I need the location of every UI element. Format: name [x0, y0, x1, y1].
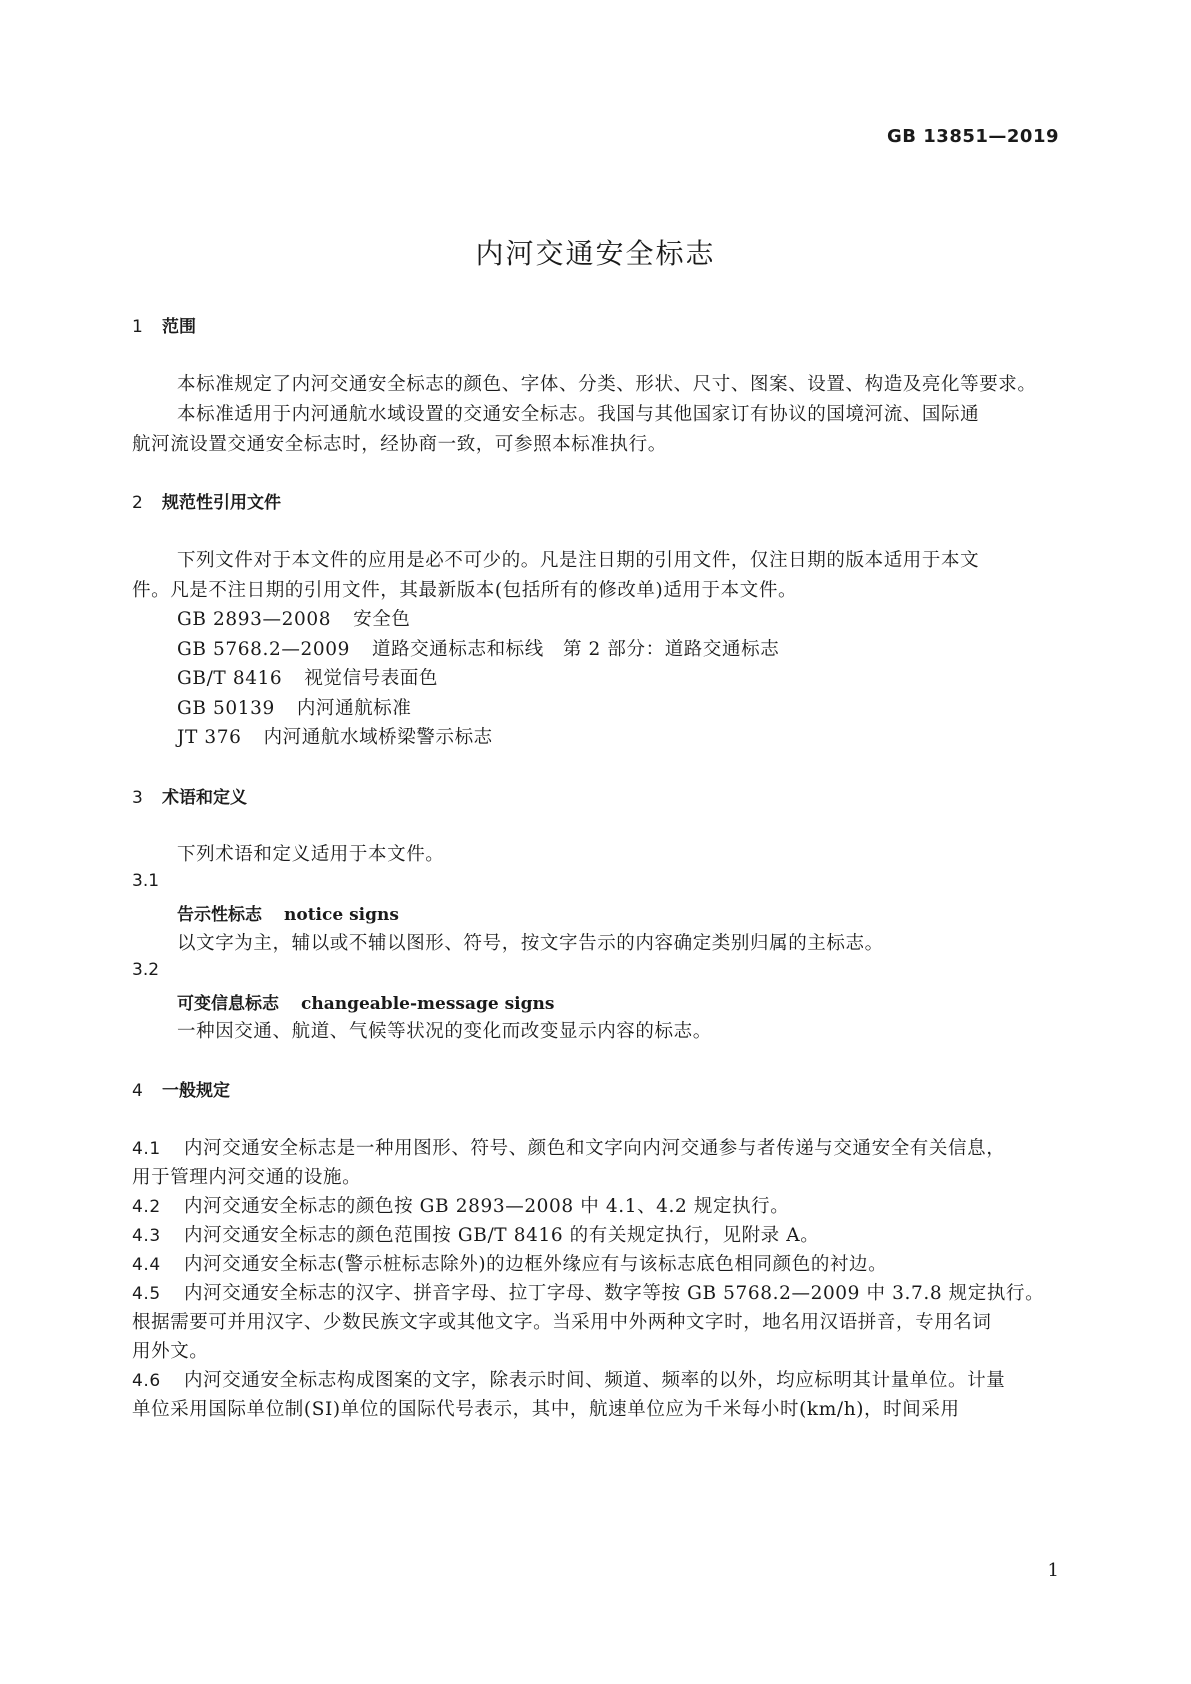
- term-definition: 以文字为主，辅以或不辅以图形、符号，按文字告示的内容确定类别归属的主标志。: [177, 933, 884, 954]
- paragraph-continuation: 航河流设置交通安全标志时，经协商一致，可参照本标准执行。: [132, 434, 667, 455]
- clause-text: 内河交通安全标志的汉字、拼音字母、拉丁字母、数字等按 GB 5768.2—2009 中 3.7.8 规定执行。: [184, 1283, 1045, 1304]
- term-entry: [177, 900, 399, 925]
- page-number: 1: [1047, 1560, 1059, 1581]
- section-number: 4: [132, 1081, 143, 1101]
- reference-title: 内河通航水域桥梁警示标志: [263, 727, 493, 748]
- clause: [132, 1221, 819, 1247]
- section-title: 术语和定义: [162, 788, 247, 808]
- clause-number: 4.2: [132, 1197, 161, 1217]
- section-number: 2: [132, 493, 143, 513]
- reference-title: 内河通航标准: [296, 698, 412, 719]
- term-zh: 可变信息标志: [177, 994, 279, 1014]
- clause-continuation: 单位采用国际单位制(SI)单位的国际代号表示，其中，航速单位应为千米每小时(km/h)，时间采用: [132, 1399, 960, 1420]
- standard-code: GB 13851—2019: [887, 126, 1059, 147]
- reference-title: 道路交通标志和标线 第 2 部分：道路交通标志: [371, 639, 780, 660]
- reference-title: 安全色: [353, 609, 411, 630]
- paragraph: 下列术语和定义适用于本文件。: [177, 844, 445, 865]
- section-number: 3: [132, 788, 143, 808]
- clause: [132, 1366, 1005, 1392]
- reference-code: JT 376: [177, 727, 242, 748]
- section-title: 范围: [162, 317, 196, 337]
- reference-code: GB 2893—2008: [177, 609, 332, 630]
- term-number: 3.1: [132, 871, 160, 891]
- clause: [132, 1250, 887, 1276]
- clause-number: 4.3: [132, 1226, 161, 1246]
- reference-code: GB 50139: [177, 698, 275, 719]
- clause-continuation: 根据需要可并用汉字、少数民族文字或其他文字。当采用中外两种文字时，地名用汉语拼音，专用名词: [132, 1312, 992, 1333]
- term-entry: [177, 989, 554, 1014]
- section-3-heading: [132, 783, 247, 808]
- reference-item: [177, 605, 410, 631]
- clause: [132, 1192, 789, 1218]
- section-4-heading: [132, 1076, 230, 1101]
- section-2-heading: [132, 488, 281, 513]
- section-1-heading: [132, 312, 196, 337]
- clause-number: 4.4: [132, 1255, 161, 1275]
- document-title: 内河交通安全标志: [475, 237, 716, 270]
- paragraph-continuation: 件。凡是不注日期的引用文件，其最新版本(包括所有的修改单)适用于本文件。: [132, 580, 798, 601]
- clause-text: 内河交通安全标志(警示桩标志除外)的边框外缘应有与该标志底色相同颜色的衬边。: [184, 1254, 888, 1275]
- clause-number: 4.5: [132, 1284, 161, 1304]
- paragraph: 本标准规定了内河交通安全标志的颜色、字体、分类、形状、尺寸、图案、设置、构造及亮化等要求。: [177, 374, 1037, 395]
- clause-text: 内河交通安全标志构成图案的文字，除表示时间、频道、频率的以外，均应标明其计量单位。计量: [184, 1370, 1006, 1391]
- clause-text: 内河交通安全标志的颜色范围按 GB/T 8416 的有关规定执行，见附录 A。: [184, 1225, 820, 1246]
- reference-code: GB 5768.2—2009: [177, 639, 350, 660]
- reference-item: [177, 664, 438, 690]
- paragraph: 下列文件对于本文件的应用是必不可少的。凡是注日期的引用文件，仅注日期的版本适用于本文: [177, 550, 980, 571]
- term-zh: 告示性标志: [177, 905, 262, 925]
- section-number: 1: [132, 317, 143, 337]
- term-en: notice signs: [284, 905, 399, 925]
- clause: [132, 1279, 1044, 1305]
- term-definition: 一种因交通、航道、气候等状况的变化而改变显示内容的标志。: [177, 1021, 712, 1042]
- clause-number: 4.6: [132, 1371, 161, 1391]
- section-title: 规范性引用文件: [162, 493, 281, 513]
- term-en: changeable-message signs: [301, 994, 555, 1014]
- reference-title: 视觉信号表面色: [304, 668, 439, 689]
- clause: [132, 1134, 1005, 1160]
- reference-item: [177, 694, 412, 720]
- section-title: 一般规定: [162, 1081, 230, 1101]
- clause-continuation: 用外文。: [132, 1341, 209, 1362]
- reference-item: [177, 723, 493, 749]
- clause-number: 4.1: [132, 1139, 161, 1159]
- clause-text: 内河交通安全标志是一种用图形、符号、颜色和文字向内河交通参与者传递与交通安全有关信息，: [184, 1138, 1006, 1159]
- clause-continuation: 用于管理内河交通的设施。: [132, 1167, 362, 1188]
- reference-code: GB/T 8416: [177, 668, 283, 689]
- clause-text: 内河交通安全标志的颜色按 GB 2893—2008 中 4.1、4.2 规定执行。: [184, 1196, 790, 1217]
- term-number: 3.2: [132, 960, 160, 980]
- paragraph: 本标准适用于内河通航水域设置的交通安全标志。我国与其他国家订有协议的国境河流、国际通: [177, 404, 980, 425]
- reference-item: [177, 635, 779, 661]
